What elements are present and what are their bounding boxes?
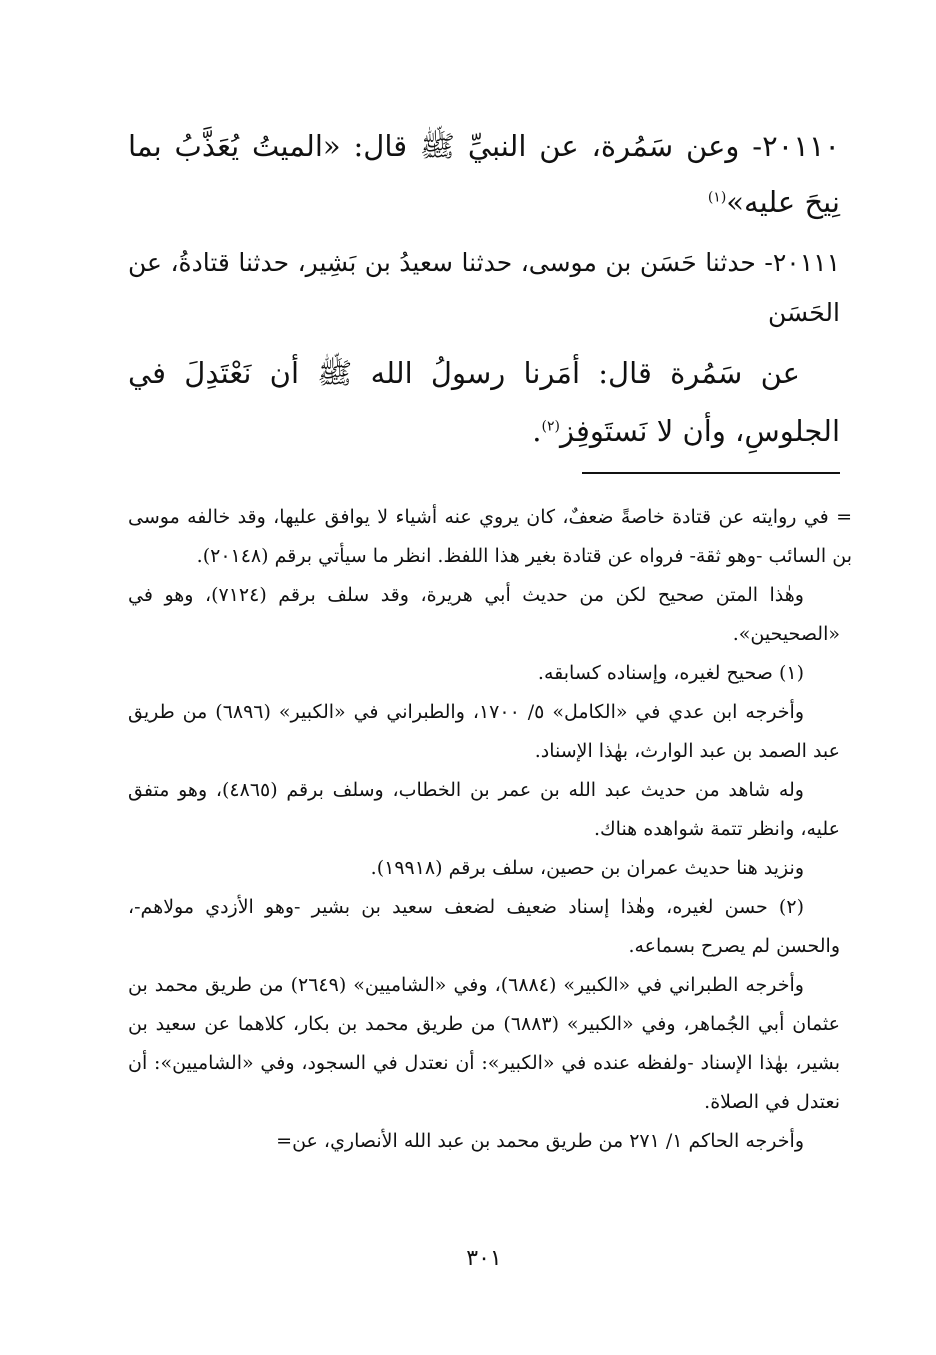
footnote-paragraph: وهٰذا المتن صحيح لكن من حديث أبي هريرة، وقد سلف برقم (٧١٢٤)، وهو في «الصحيحين». [128, 584, 840, 645]
footnote-paragraph: وله شاهد من حديث عبد الله بن عمر بن الخطاب، وسلف برقم (٤٨٦٥)، وهو متفق عليه، وانظر تتمة شواهده هناك. [128, 779, 840, 840]
footnotes [128, 498, 852, 1161]
hadith-20111-matn-text: عن سَمُرة قال: أمَرنا رسولُ الله ﷺ أن نَعْتَدِلَ في الجلوسِ، وأن لا نَستَوفِز [128, 356, 840, 448]
hadith-20111-isnad: ٢٠١١١- حدثنا حَسَن بن موسى، حدثنا سعيدُ بن بَشِير، حدثنا قتادةُ، عن الحَسَن [128, 248, 840, 327]
footnote-2: (٢) حسن لغيره، وهٰذا إسناد ضعيف لضعف سعيد بن بشير -وهو الأزدي مولاهم-، والحسن لم يصرح بسماعه. [128, 896, 840, 957]
footnote-paragraph: = في روايته عن قتادة خاصةً ضعفٌ، كان يروي عنه أشياء لا يوافق عليها، وقد خالفه موسى بن السائب -وهو ثقة- فرواه عن قتادة بغير هذا اللفظ. انظر ما سيأتي برقم (٢٠١٤٨). [128, 506, 852, 567]
hadith-20111-matn [128, 344, 840, 460]
hadith-20110 [128, 118, 840, 230]
hadith-20111-matn-end: . [532, 414, 542, 448]
footnote-paragraph: وأخرجه الطبراني في «الكبير» (٦٨٨٤)، وفي «الشاميين» (٢٦٤٩) من طريق محمد بن عثمان أبي الجُماهر، وفي «الكبير» (٦٨٨٣) من طريق محمد بن بكار، كلاهما عن سعيد بن بشير، بهٰذا الإسناد -ولفظه عنده في «الكبير»: أن نعتدل في السجود، وفي «الشاميين»: أن نعتدل في الصلاة. [128, 974, 840, 1113]
footnote-separator [582, 472, 840, 474]
hadith-20110-text: ٢٠١١٠- وعن سَمُرة، عن النبيِّ ﷺ قال: «الميتُ يُعَذَّبُ بما نِيحَ عليه» [128, 129, 840, 219]
footnote-paragraph: وأخرجه الحاكم ١/ ٢٧١ من طريق محمد بن عبد الله الأنصاري، عن= [276, 1130, 804, 1152]
footnote-paragraph: ونزيد هنا حديث عمران بن حصين، سلف برقم (١٩٩١٨). [370, 857, 804, 879]
footnote-marker-1: (١) [707, 189, 727, 206]
footnote-paragraph: وأخرجه ابن عدي في «الكامل» ٥/ ١٧٠٠، والطبراني في «الكبير» (٦٨٩٦) من طريق عبد الصمد بن عبد الوارث، بهٰذا الإسناد. [128, 701, 840, 762]
footnote-marker-2: (٢) [541, 418, 560, 435]
hadith-text [128, 118, 840, 460]
page-number: ٣٠١ [466, 1246, 502, 1271]
footnote-1: (١) صحيح لغيره، وإسناده كسابقه. [537, 662, 804, 684]
book-page [128, 118, 852, 1298]
